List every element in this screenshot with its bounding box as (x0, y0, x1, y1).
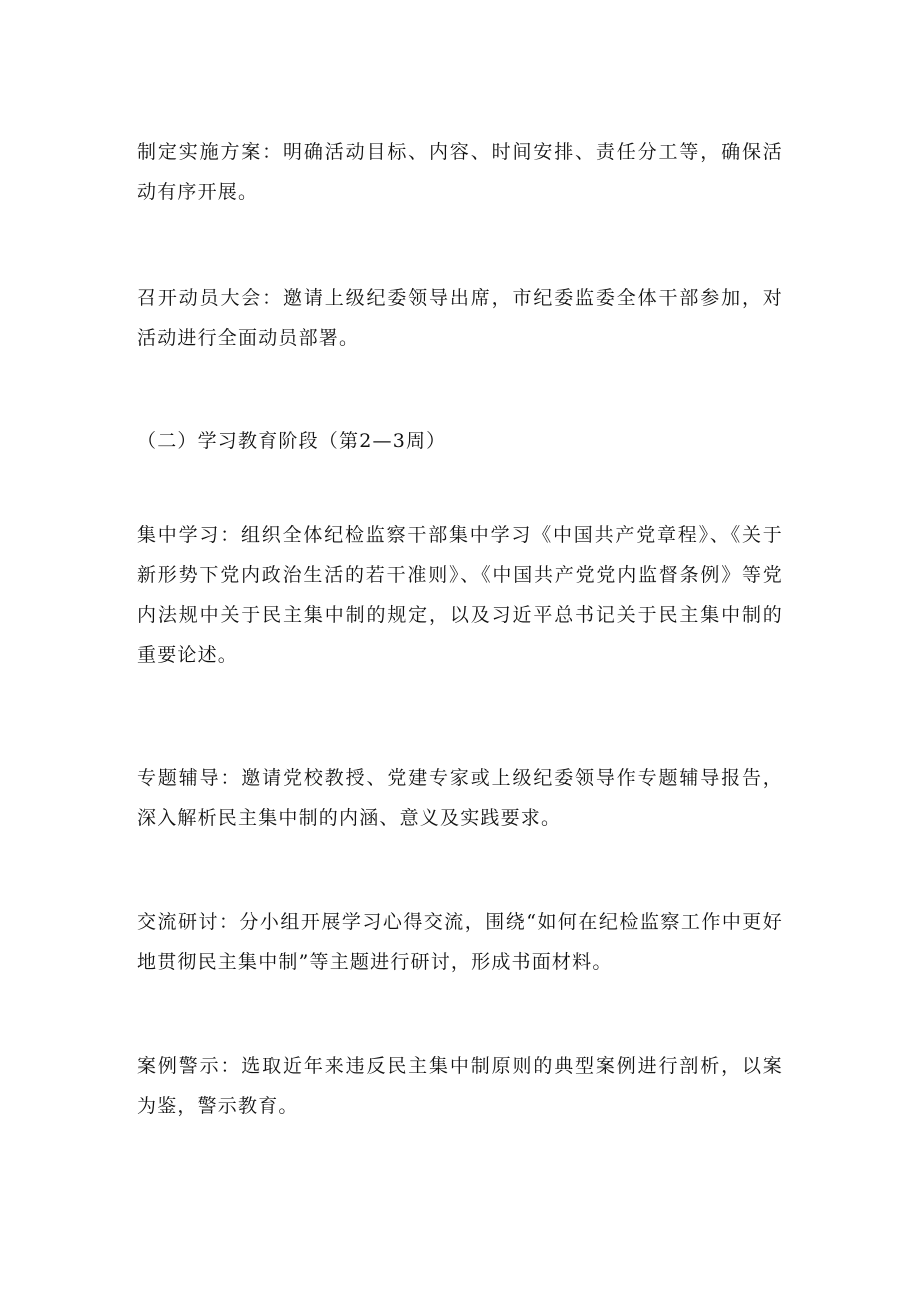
paragraph-implementation-plan: 制定实施方案：明确活动目标、内容、时间安排、责任分工等，确保活动有序开展。 (137, 141, 783, 203)
paragraph-exchange-discussion: 交流研讨：分小组开展学习心得交流，围绕“如何在纪检监察工作中更好地贯彻民主集中制”等主题进行研讨，形成书面材料。 (137, 911, 783, 973)
section-heading-study-phase: （二）学习教育阶段（第2—3周） (137, 430, 447, 452)
paragraph-mobilization-meeting: 召开动员大会：邀请上级纪委领导出席，市纪委监委全体干部参加，对活动进行全面动员部署。 (137, 287, 783, 349)
paragraph-special-guidance: 专题辅导：邀请党校教授、党建专家或上级纪委领导作专题辅导报告，深入解析民主集中制的内涵、意义及实践要求。 (137, 767, 783, 829)
paragraph-case-warning: 案例警示：选取近年来违反民主集中制原则的典型案例进行剖析，以案为鉴，警示教育。 (137, 1055, 783, 1117)
paragraph-centralized-study: 集中学习：组织全体纪检监察干部集中学习《中国共产党章程》、《关于新形势下党内政治生活的若干准则》、《中国共产党党内监督条例》等党内法规中关于民主集中制的规定，以及习近平总书记关于民主集中制的重要论述。 (137, 524, 783, 666)
